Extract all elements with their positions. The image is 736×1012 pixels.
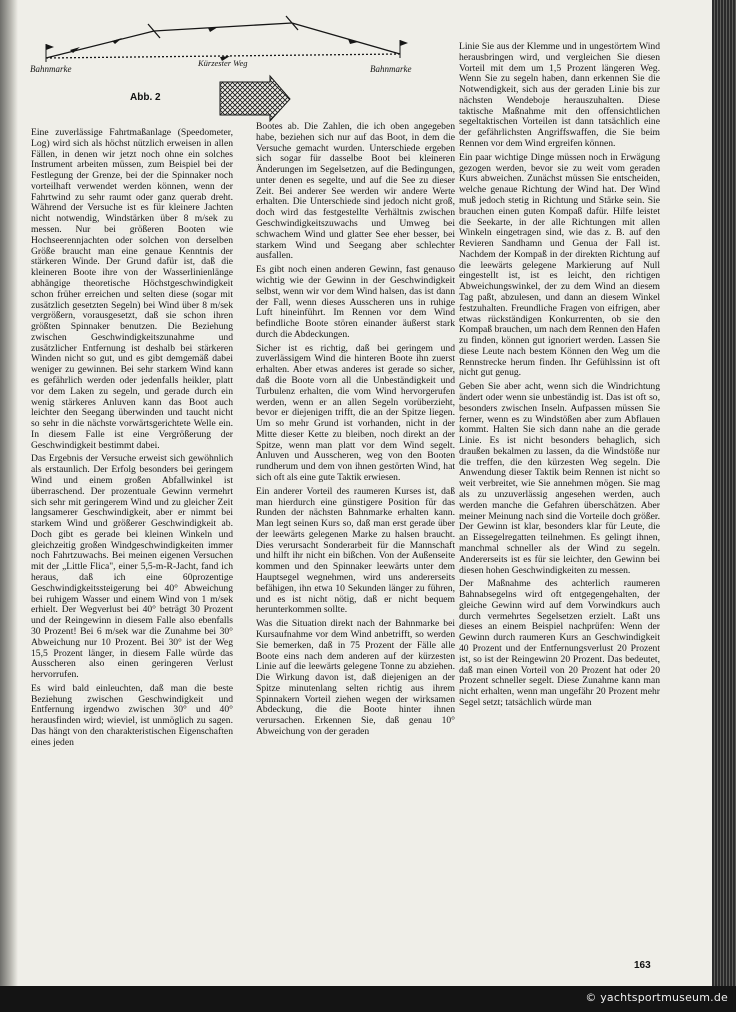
paragraph: Linie Sie aus der Klemme und in ungestörtem Wind herausbringen wird, und vergleichen Sie diesen Vorteil mit dem um 1,5 Prozent längeren Weg. Wenn Sie zu segeln haben, dann erkennen Sie die Notwendigkeit, sich aus der geraden Linie bis zur nächsten Wendeboje herauszuhalten. Diese taktische Maßnahme mit den offensichtlichen segeltaktischen Vorteilen ist dann tatsächlich eine der gefährlichsten Angriffswaffen, die Sie beim Rennen vor dem Wind ergreifen können.: [459, 41, 660, 150]
course-leg-3: [292, 23, 400, 54]
course-leg-1: [46, 31, 154, 58]
paragraph: Es gibt noch einen anderen Gewinn, fast genauso wichtig wie der Gewinn in der Geschwindigkeit selbst, wenn wir vor dem Wind halsen, das ist dann der Fall, wenn dieses Ausscheren uns in ruhige Luft hineinführt. Im Rennen vor dem Wind befindliche Boote stören einander äußerst stark durch die Abdeckungen.: [256, 264, 455, 340]
book-spine-shadow: [0, 0, 18, 986]
paragraph: Der Maßnahme des achterlich raumeren Bahnabsegelns wird oft entgegengehalten, der gleiche Gewinn wird auf dem Vorwindkurs auch durch vermehrtes Segelsetzen erzielt. Laßt uns dieses an einem Beispiel nachprüfen: Wenn der Gewinn durch raumeren Kurs an Geschwindigkeit 40 Prozent und der Entfernungsverlust 20 Prozent ist, so ist der Reingewinn 20 Prozent. Das bedeutet, daß man einen Vorteil von 20 Prozent hat oder 20 Prozent schneller segelt. Diese Zunahme kann man nicht erhalten, wenn man ungefähr 20 Prozent mehr Segel setzt; tatsächlich würde man: [459, 578, 660, 708]
course-diagram: [30, 10, 460, 122]
paragraph: Bootes ab. Die Zahlen, die ich oben angegeben habe, beziehen sich nur auf das Boot, in dem die Versuche gemacht wurden. Unterschiede ergeben sich sogar für dasselbe Boot bei kleineren Änderungen im Segelsetzen, auf die Bedingungen, unter denen es segelte, und auf die See zu dieser Zeit. Bei anderer See werden wir andere Werte erhalten. Die Unterschiede sind jedoch nicht groß, doch wird das festgestellte Verhältnis zwischen Geschwindigkeitszuwachs und Umweg bei schwachem Wind und glatter See eher besser, bei starkem Wind und Seegang aber schlechter ausfallen.: [256, 121, 455, 262]
watermark-text: © yachtsportmuseum.de: [585, 991, 728, 1004]
paragraph: Ein anderer Vorteil des raumeren Kurses ist, daß man hierdurch eine günstigere Position für das Runden der nächsten Bahnmarke erhalten kann. Man legt seinen Kurs so, daß man erst gerade über der leewärts gelegenen Marke zu halsen braucht. Dies verursacht Sonderarbeit für die Mannschaft und hilft ihr nicht ein bißchen. Von der Außenseite kommen und den Spinnaker leewärts unter dem Hauptsegel wegnehmen, wird uns andererseits befähigen, ihn etwa 10 Sekunden länger zu führen, und es ist nicht nötig, daß er nicht bequem herunterkommen sollte.: [256, 485, 455, 616]
course-leg-2: [154, 23, 292, 31]
left-mark-label: Bahnmarke: [30, 64, 72, 74]
paragraph: Eine zuverlässige Fahrtmaßanlage (Speedometer, Log) wird sich als höchst nützlich erweisen in allen Fällen, in denen wir jetzt noch ohne ein solches Instrument arbeiten müssen, zum Beispiel bei der Festlegung der Grenze, bei der die Spinnaker noch vorteilhaft verwendet werden können, wenn der Fahrtwind zu sehr raumt oder ganz querab dreht. Während der Versuche ist es für kleinere Jachten nicht notwendig, Windstärken über 8 m/sek zu messen. Nur bei größeren Booten wie Hochseerennjachten oder solchen von derselben Größe braucht man eine genaue Kenntnis der stärkeren Winde. Der Grund dafür ist, daß die kleineren Boote ihre von der Wasserlinienlänge abhängige theoretische Höchstgeschwindigkeit schon früher erreichen und selten diese (sogar mit zusätzlich gesetzten Segeln) bei Wind über 8 m/sek vergrößern, vorausgesetzt, daß sie schon ihren größten Spinnaker benutzen. Die Beziehung zwischen Geschwindigkeitszunahme und zusätzlicher Entfernung ist deshalb bei stärkeren Winden nicht so gut, und es gibt demgemäß dabei weniger zu gewinnen. Bei sehr starkem Wind kann es gefährlich werden oder jedenfalls heikler, platt vor dem Laken zu segeln, und gerade durch ein wenig stärkeres Anluven kann das Boot auch leichter den Seegang überwinden und taucht nicht so sehr in die nächste vorwärtsgerichtete Welle ein. In diesem Falle ist eine Vergrößerung der Geschwindigkeit bestimmt dabei.: [31, 127, 233, 451]
text-column-1: [31, 128, 233, 752]
boat-marker-2: [112, 38, 122, 44]
text-column-2: [256, 122, 455, 741]
page-stack-edge: [712, 0, 736, 986]
figure-label: Abb. 2: [130, 92, 161, 103]
shortest-course-label: Kürzester Weg: [198, 58, 248, 68]
paragraph: Was die Situation direkt nach der Bahnmarke bei Kursaufnahme vor dem Wind anbetrifft, so werden Sie bemerken, daß in 75 Prozent der Fälle alle Boote eins nach dem anderen auf der kürzesten Linie auf die leewärts gelegene Tonne zu abziehen. Die Wirkung davon ist, daß diejenigen an der Spitze minutenlang selten richtig aus ihrem Spinnakern Vorteil ziehen wegen der wirksamen Abdeckung, die die Boote hinter ihnen verursachen. Erkennen Sie, daß genau 10° Abweichung von der geraden: [256, 618, 455, 737]
right-mark-label: Bahnmarke: [370, 64, 412, 74]
text-column-3: [459, 42, 660, 712]
mark-flag-left: [46, 44, 54, 62]
paragraph: Das Ergebnis der Versuche erweist sich gewöhnlich als erstaunlich. Der Erfolg besonders bei geringem Wind und einem großen Abfallwinkel ist überraschend. Der prozentuale Gewinn vermehrt sich sehr mit geringerem Wind und zu gleicher Zeit langsamerer Geschwindigkeit, aber er nimmt bei starkem Wind und größerer Geschwindigkeit ab. Doch gibt es gerade bei kleinen Winkeln und gleichzeitig großen Windgeschwindigkeiten immer noch Fahrtzuwachs. Bei meinen eigenen Versuchen mit der „Little Flica", einer 5,5-m-R-Jacht, fand ich heraus, daß ich eine 60prozentige Geschwindigkeitssteigerung bei 40° Abweichung bei ruhigem Wasser und einem Wind von 1 m/sek erhielt. Der Wegverlust bei 40° beträgt 30 Prozent und der Reingewinn in diesem Falle also ebenfalls 30 Prozent! Bei 6 m/sek war die Zunahme bei 30° Abweichung nur 10 Prozent. Bei 30° ist der Weg 15,5 Prozent länger, in diesem Falle würde das Ausscheren also einen geringeren Verlust hervorrufen.: [31, 453, 233, 681]
wind-direction-arrow: [220, 76, 290, 121]
page-number: 163: [634, 960, 651, 971]
paragraph: Sicher ist es richtig, daß bei geringem und zuverlässigem Wind die hinteren Boote ihn zuerst erhalten. Aber etwas anderes ist gerade so sicher, daß die Boote vorn all die Unbeständigkeit und Turbulenz erhalten, die vom Wind hervorgerufen werden, wenn er an allen Segeln vorüberzieht, bevor er diejenigen trifft, die an der Spitze liegen. Um so mehr Grund ist vorhanden, nicht in der Mitte dieser Kette zu bleiben, noch direkt an der Spitze, wenn man platt vor dem Wind segelt. Anluven und Ausscheren, weg von den Booten rundherum und dem von ihnen gestörten Wind, hat sich oft als eine gute Taktik erwiesen.: [256, 342, 455, 483]
paragraph: Ein paar wichtige Dinge müssen noch in Erwägung gezogen werden, bevor sie zu weit vom geraden Kurs abweichen. Zunächst müssen Sie entscheiden, welche genaue Richtung der Wind hat. Der Wind muß jedoch stetig in Richtung und Stärke sein. Sie brauchen einen guten Kompaß dafür. Hilfe leistet die Seekarte, in der alle Richtungen mit allen Winkeln eingetragen sind, wie das z. B. auf den Revieren Sandhamn und Genua der Fall ist. Nachdem der Kompaß in der direkten Richtung auf die leewärts gelegene Markierung auf Null eingestellt ist, ist es leicht, den richtigen Abweichungswinkel, der zu dem Wind an diesem Tag paßt, abzulesen, und dann an diesem Winkel festzuhalten. Freundliche Fragen von eifrigen, aber etwas rückständigen Konkurrenten, ob sie den Kompaß brauchen, um nach dem Rennen den Hafen zu finden, können gut ignoriert werden. Lassen Sie diese Leute nach bestem Können den Weg um die Rennstrecke herum finden. Ihr Gefühlssinn ist oft nicht gut genug.: [459, 151, 660, 379]
mark-flag-right: [400, 40, 408, 58]
paragraph: Geben Sie aber acht, wenn sich die Windrichtung ändert oder wenn sie unbeständig ist. Das ist oft so, besonders zwischen Inseln. Aufpassen müssen Sie ferner, wenn es zu Windstößen aber zum Abflauen kommt. Halten Sie sich dann nahe an die gerade Linie. Es ist nicht besonders behaglich, sich draußen bekalmen zu lassen, da die Windstöße nur die treffen, die den kürzesten Weg segeln. Die Anwendung dieser Taktik beim Rennen ist nicht so weit verbreitet, wie Sie annehmen mögen. Sie mag als zu unzuverlässig angesehen werden, auch werden manche die Gefahren überschätzen. Aber meiner Meinung nach sind die Vorteile doch größer. Der Gewinn ist klar, besonders klar für Leute, die an Eissegelregatten teilnehmen. Es gelingt ihnen, manchmal schneller als der Wind zu segeln. Andererseits ist es für sie leichter, den Gewinn bei diesen hohen Geschwindigkeiten zu messen.: [459, 381, 660, 576]
paragraph: Es wird bald einleuchten, daß man die beste Beziehung zwischen Geschwindigkeit und Entfernung irgendwo zwischen 30° und 40° herausfinden wird; wieviel, ist unmöglich zu sagen. Das hängt von den charakteristischen Eigenschaften eines jeden: [31, 682, 233, 748]
